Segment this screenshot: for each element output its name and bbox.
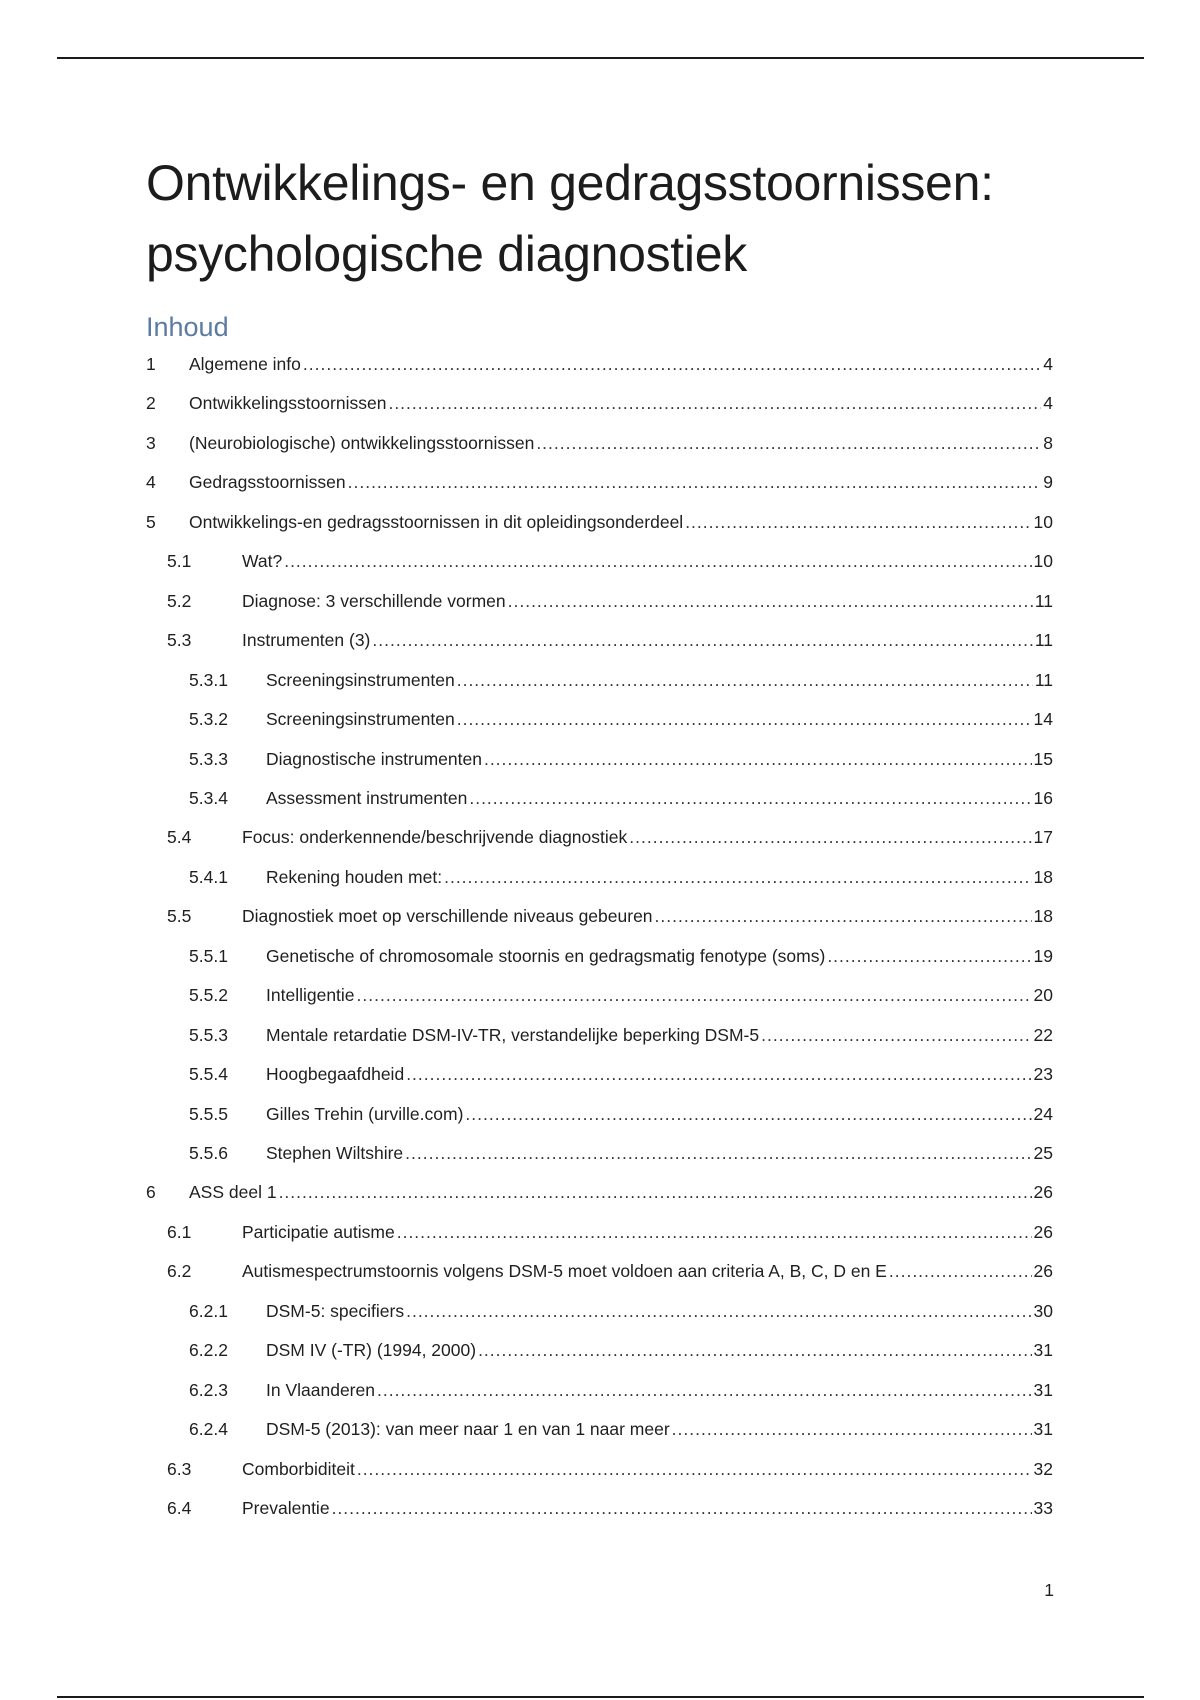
toc-entry-page: 4	[1043, 393, 1053, 413]
toc-entry-number: 5.5	[167, 906, 192, 926]
toc-dot-leader	[406, 1062, 1031, 1086]
toc-entry-page: 10	[1033, 512, 1053, 532]
document-title-line-1: Ontwikkelings- en gedragsstoornissen:	[146, 155, 994, 211]
toc-entry-title: Comborbiditeit	[242, 1459, 355, 1479]
toc-entry-page: 23	[1033, 1064, 1053, 1084]
toc-dot-leader	[761, 1023, 1031, 1047]
toc-entry[interactable]	[167, 1220, 1053, 1244]
toc-entry[interactable]	[167, 1496, 1053, 1520]
page-number: 1	[1044, 1580, 1054, 1600]
toc-entry[interactable]	[189, 668, 1053, 692]
toc-entry-number: 5.5.5	[189, 1104, 228, 1124]
toc-entry-title: Ontwikkelingsstoornissen	[189, 393, 387, 413]
header-rule	[57, 57, 1144, 59]
toc-entry-number: 5.3.4	[189, 788, 228, 808]
toc-dot-leader	[465, 1102, 1031, 1126]
toc-dot-leader	[372, 628, 1032, 652]
toc-dot-leader	[357, 983, 1032, 1007]
footer-rule	[57, 1696, 1144, 1698]
toc-dot-leader	[397, 1220, 1032, 1244]
toc-entry[interactable]	[167, 589, 1053, 613]
toc-entry-number: 5.5.6	[189, 1143, 228, 1163]
toc-dot-leader	[457, 668, 1033, 692]
toc-entry-number: 5	[146, 512, 156, 532]
toc-entry-title: Autismespectrumstoornis volgens DSM-5 moet voldoen aan criteria A, B, C, D en E	[242, 1261, 887, 1281]
toc-entry-page: 8	[1043, 433, 1053, 453]
toc-entry-number: 4	[146, 472, 156, 492]
toc-entry[interactable]	[189, 1299, 1053, 1323]
toc-dot-leader	[672, 1417, 1032, 1441]
toc-entry-title: Genetische of chromosomale stoornis en gedragsmatig fenotype (soms)	[266, 946, 826, 966]
toc-entry-title: Stephen Wiltshire	[266, 1143, 404, 1163]
toc-entry[interactable]	[146, 470, 1053, 494]
toc-entry-page: 26	[1033, 1222, 1053, 1242]
toc-entry[interactable]	[167, 1457, 1053, 1481]
toc-entry-page: 19	[1033, 946, 1053, 966]
toc-entry[interactable]	[189, 865, 1053, 889]
toc-entry-number: 6.2.1	[189, 1301, 228, 1321]
toc-entry-number: 6.1	[167, 1222, 192, 1242]
toc-entry-number: 6	[146, 1182, 156, 1202]
toc-entry[interactable]	[189, 1417, 1053, 1441]
toc-dot-leader	[279, 1180, 1032, 1204]
toc-dot-leader	[508, 589, 1033, 613]
toc-entry[interactable]	[167, 904, 1053, 928]
toc-entry-number: 5.5.2	[189, 985, 228, 1005]
toc-entry-page: 17	[1033, 827, 1053, 847]
toc-entry-page: 26	[1033, 1182, 1053, 1202]
toc-entry[interactable]	[167, 549, 1053, 573]
toc-entry-number: 5.1	[167, 551, 192, 571]
toc-dot-leader	[388, 391, 1041, 415]
toc-entry-number: 6.4	[167, 1498, 192, 1518]
toc-entry-page: 16	[1033, 788, 1053, 808]
toc-entry-page: 31	[1033, 1380, 1053, 1400]
toc-entry-title: Algemene info	[189, 354, 301, 374]
toc-entry-title: Diagnostische instrumenten	[266, 749, 482, 769]
toc-entry-number: 6.2.3	[189, 1380, 228, 1400]
toc-entry-title: Screeningsinstrumenten	[266, 670, 455, 690]
toc-entry[interactable]	[189, 1102, 1053, 1126]
toc-entry-number: 5.5.3	[189, 1025, 228, 1045]
toc-entry[interactable]	[146, 510, 1053, 534]
toc-entry-number: 5.3.3	[189, 749, 228, 769]
toc-entry[interactable]	[189, 1378, 1053, 1402]
toc-entry-page: 26	[1033, 1261, 1053, 1281]
toc-entry-title: In Vlaanderen	[266, 1380, 375, 1400]
toc-entry-title: DSM IV (-TR) (1994, 2000)	[266, 1340, 477, 1360]
document-title	[146, 148, 1066, 290]
toc-entry-page: 20	[1033, 985, 1053, 1005]
toc-entry-number: 5.3	[167, 630, 192, 650]
toc-entry[interactable]	[146, 391, 1053, 415]
toc-entry-number: 3	[146, 433, 156, 453]
toc-entry[interactable]	[189, 1062, 1053, 1086]
toc-entry-page: 18	[1033, 867, 1053, 887]
toc-entry-number: 5.2	[167, 591, 192, 611]
toc-dot-leader	[478, 1338, 1031, 1362]
toc-entry-page: 32	[1033, 1459, 1053, 1479]
toc-entry-page: 15	[1033, 749, 1053, 769]
toc-entry-title: DSM-5 (2013): van meer naar 1 en van 1 naar meer	[266, 1419, 670, 1439]
toc-entry-page: 11	[1034, 630, 1053, 650]
toc-dot-leader	[284, 549, 1031, 573]
toc-entry[interactable]	[189, 944, 1053, 968]
toc-dot-leader	[484, 747, 1032, 771]
toc-dot-leader	[629, 825, 1031, 849]
toc-entry-number: 6.2.4	[189, 1419, 228, 1439]
toc-entry-title: Instrumenten (3)	[242, 630, 371, 650]
toc-entry-title: Rekening houden met:	[266, 867, 443, 887]
toc-dot-leader	[348, 470, 1042, 494]
toc-dot-leader	[406, 1299, 1031, 1323]
toc-entry-number: 5.4	[167, 827, 192, 847]
toc-dot-leader	[377, 1378, 1032, 1402]
toc-entry[interactable]	[189, 707, 1053, 731]
toc-entry[interactable]	[189, 1023, 1053, 1047]
toc-dot-leader	[889, 1259, 1032, 1283]
toc-entry[interactable]	[189, 786, 1053, 810]
toc-dot-leader	[655, 904, 1032, 928]
toc-dot-leader	[457, 707, 1032, 731]
toc-entry-title: Prevalentie	[242, 1498, 330, 1518]
toc-entry-title: Assessment instrumenten	[266, 788, 468, 808]
toc-entry-number: 6.3	[167, 1459, 192, 1479]
toc-entry[interactable]	[167, 825, 1053, 849]
toc-entry-title: Hoogbegaafdheid	[266, 1064, 405, 1084]
toc-entry-page: 10	[1033, 551, 1053, 571]
toc-entry-page: 11	[1034, 670, 1053, 690]
toc-entry-title: Ontwikkelings-en gedragsstoornissen in dit opleidingsonderdeel	[189, 512, 684, 532]
toc-entry-title: Gedragsstoornissen	[189, 472, 346, 492]
toc-dot-leader	[444, 865, 1031, 889]
document-title-line-2: psychologische diagnostiek	[146, 226, 747, 282]
toc-dot-leader	[685, 510, 1031, 534]
toc-entry-page: 14	[1033, 709, 1053, 729]
toc-dot-leader	[827, 944, 1031, 968]
toc-dot-leader	[332, 1496, 1032, 1520]
toc-entry-title: DSM-5: specifiers	[266, 1301, 405, 1321]
toc-entry-page: 31	[1033, 1419, 1053, 1439]
toc-entry[interactable]	[167, 1259, 1053, 1283]
toc-entry-title: ASS deel 1	[189, 1182, 277, 1202]
toc-entry[interactable]	[189, 1338, 1053, 1362]
toc-entry-page: 11	[1034, 591, 1053, 611]
toc-entry[interactable]	[146, 1180, 1053, 1204]
toc-entry-title: Diagnose: 3 verschillende vormen	[242, 591, 506, 611]
toc-entry-title: Focus: onderkennende/beschrijvende diagnostiek	[242, 827, 628, 847]
toc-entry[interactable]	[146, 352, 1053, 376]
toc-entry[interactable]	[146, 431, 1053, 455]
toc-entry-number: 6.2.2	[189, 1340, 228, 1360]
toc-entry-page: 4	[1043, 354, 1053, 374]
toc-entry-page: 30	[1033, 1301, 1053, 1321]
toc-entry[interactable]	[189, 747, 1053, 771]
toc-entry-title: Wat?	[242, 551, 283, 571]
toc-dot-leader	[357, 1457, 1032, 1481]
toc-entry-number: 5.3.2	[189, 709, 228, 729]
toc-entry-number: 5.5.1	[189, 946, 228, 966]
toc-entry-title: Diagnostiek moet op verschillende niveaus gebeuren	[242, 906, 653, 926]
toc-entry-number: 6.2	[167, 1261, 192, 1281]
toc-entry[interactable]	[189, 1141, 1053, 1165]
toc-dot-leader	[303, 352, 1041, 376]
toc-dot-leader	[469, 786, 1031, 810]
toc-entry-page: 31	[1033, 1340, 1053, 1360]
toc-heading: Inhoud	[146, 312, 229, 342]
toc-entry[interactable]	[167, 628, 1053, 652]
toc-entry-page: 33	[1033, 1498, 1053, 1518]
toc-entry-page: 18	[1033, 906, 1053, 926]
toc-entry-title: Mentale retardatie DSM-IV-TR, verstandelijke beperking DSM-5	[266, 1025, 760, 1045]
toc-dot-leader	[536, 431, 1041, 455]
toc-entry-title: Intelligentie	[266, 985, 355, 1005]
toc-entry-page: 22	[1033, 1025, 1053, 1045]
toc-entry-page: 24	[1033, 1104, 1053, 1124]
toc-entry-page: 9	[1043, 472, 1053, 492]
toc-entry[interactable]	[189, 983, 1053, 1007]
toc-entry-number: 5.4.1	[189, 867, 228, 887]
toc-entry-title: (Neurobiologische) ontwikkelingsstoornissen	[189, 433, 535, 453]
toc-entry-number: 5.3.1	[189, 670, 228, 690]
toc-entry-number: 1	[146, 354, 156, 374]
toc-entry-number: 2	[146, 393, 156, 413]
toc-entry-title: Gilles Trehin (urville.com)	[266, 1104, 464, 1124]
toc-entry-title: Screeningsinstrumenten	[266, 709, 455, 729]
toc-entry-page: 25	[1033, 1143, 1053, 1163]
toc-dot-leader	[405, 1141, 1031, 1165]
toc-entry-number: 5.5.4	[189, 1064, 228, 1084]
toc-entry-title: Participatie autisme	[242, 1222, 395, 1242]
